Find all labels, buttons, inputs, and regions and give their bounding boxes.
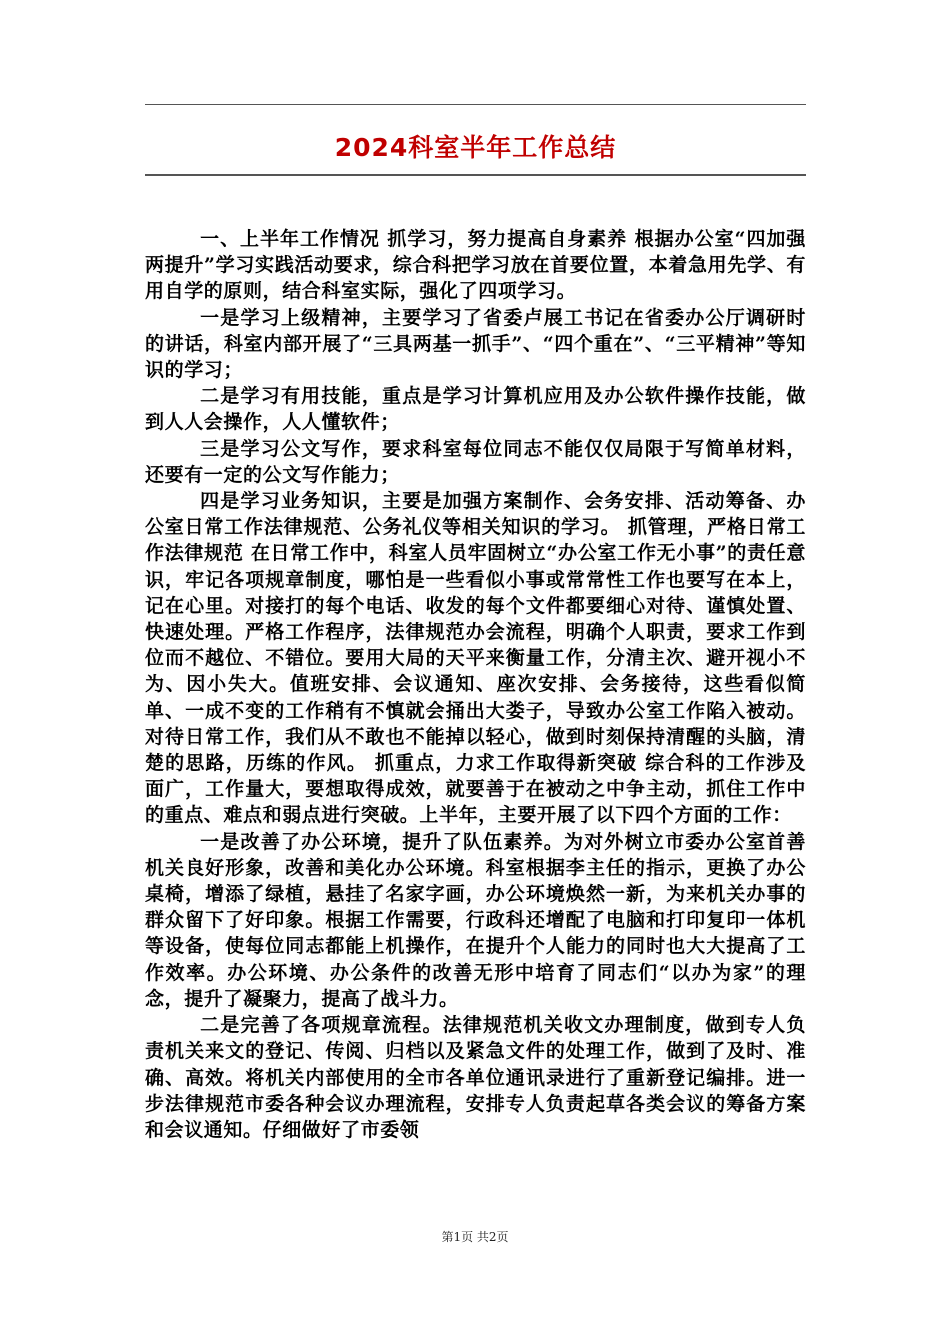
paragraph: 一是学习上级精神，主要学习了省委卢展工书记在省委办公厅调研时的讲话，科室内部开展了“三具两基一抓手”、“四个重在”、“三平精神”等知识的学习； <box>145 306 806 382</box>
paragraph: 一、上半年工作情况 抓学习，努力提高自身素养 根据办公室“四加强 两提升”学习实践活动要求，综合科把学习放在首要位置，本着急用先学、有用自学的原则，结合科室实际，强化了四项学习。 <box>145 228 806 303</box>
title-underline-rule <box>145 174 806 176</box>
paragraph: 三是学习公文写作，要求科室每位同志不能仅仅局限于写简单材料，还要有一定的公文写作能力； <box>145 437 806 486</box>
paragraph: 四是学习业务知识，主要是加强方案制作、会务安排、活动筹备、办公室日常工作法律规范、公务礼仪等相关知识的学习。 抓管理，严格日常工作法律规范 在日常工作中，科室人员牢固树立“办公室工作无小事”的责任意识，牢记各项规章制度，哪怕是一些看似小事或常常性工作也要写在本上，记在心里。对接打的每个电话、收发的每个文件都要细心对待、谨慎处置、快速处理。严格工作程序，法律规范办会流程，明确个人职责，要求工作到位而不越位、不错位。要用大局的天平来衡量工作，分清主次、避开视小不为、因小失大。值班安排、会议通知、座次安排、会务接待，这些看似简单、一成不变的工作稍有不慎就会捅出大娄子，导致办公室工作陷入被动。对待日常工作，我们从不敢也不能掉以轻心，做到时刻保持清醒的头脑，清楚的思路，历练的作风。 抓重点，力求工作取得新突破 综合科的工作涉及面广，工作量大，要想取得成效，就要善于在被动之中争主动，抓住工作中的重点、难点和弱点进行突破。上半年，主要开展了以下四个方面的工作： <box>145 490 806 827</box>
page-footer: 第1页 共2页 <box>441 1230 509 1244</box>
document-title: 2024科室半年工作总结 <box>334 133 617 162</box>
paragraph: 二是完善了各项规章流程。法律规范机关收文办理制度，做到专人负责机关来文的登记、传阅、归档以及紧急文件的处理工作，做到了及时、准确、高效。将机关内部使用的全市各单位通讯录进行了重新登记编排。进一步法律规范市委各种会议办理流程，安排专人负责起草各类会议的筹备方案和会议通知。仔细做好了市委领 <box>145 1014 806 1141</box>
header-rule <box>145 104 806 105</box>
paragraph: 一是改善了办公环境，提升了队伍素养。为对外树立市委办公室首善机关良好形象，改善和美化办公环境。科室根据李主任的指示，更换了办公桌椅，增添了绿植，悬挂了名家字画，办公环境焕然一新，为来机关办事的群众留下了好印象。根据工作需要，行政科还增配了电脑和打印复印一体机等设备，使每位同志都能上机操作，在提升个人能力的同时也大大提高了工作效率。办公环境、办公条件的改善无形中培育了同志们“以办为家”的理念，提升了凝聚力，提高了战斗力。 <box>145 830 806 1010</box>
paragraph: 二是学习有用技能，重点是学习计算机应用及办公软件操作技能，做到人人会操作，人人懂软件； <box>145 385 806 434</box>
document-body <box>145 226 806 1143</box>
